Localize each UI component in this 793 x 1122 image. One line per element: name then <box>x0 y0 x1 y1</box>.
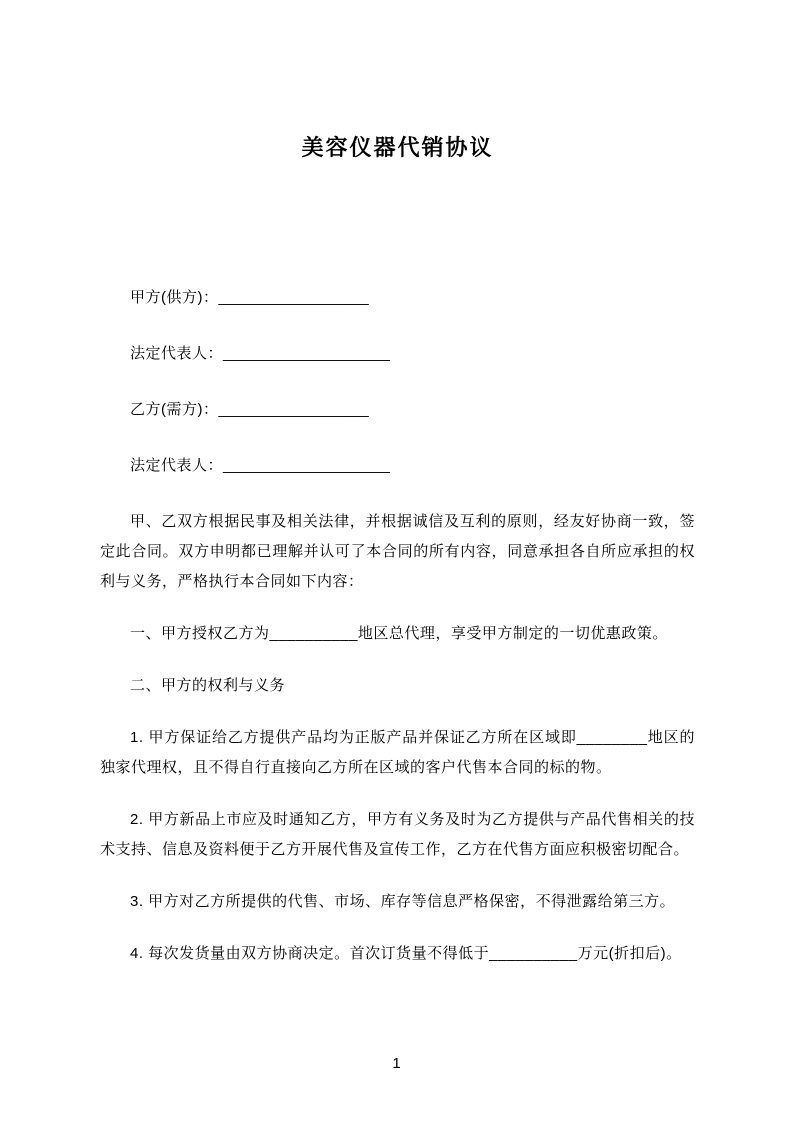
document-title: 美容仪器代销协议 <box>301 135 494 160</box>
paragraph-preamble: 甲、乙双方根据民事及相关法律，并根据诚信及互利的原则，经友好协商一致，签定此合同。双方申明都已理解并认可了本合同的所有内容，同意承担各自所应承担的权利与义务，严格执行本合同如下内容： <box>100 513 695 590</box>
field-party-a-label: 甲方(供方)： <box>130 289 219 306</box>
clause-two-item-4: 4. 每次发货量由双方协商决定。首次订货量不得低于__________万元(折扣后)。 <box>130 945 682 962</box>
field-party-b-representative <box>100 451 695 481</box>
clause-two-item-3: 3. 甲方对乙方所提供的代售、市场、库存等信息严格保密，不得泄露给第三方。 <box>130 893 676 910</box>
field-party-a <box>100 283 695 313</box>
section-two-heading: 二、甲方的权利与义务 <box>130 677 286 694</box>
field-party-a-representative-label: 法定代表人： <box>130 345 224 362</box>
field-party-b-representative-blank: ____________________ <box>223 457 390 474</box>
field-party-a-representative <box>100 339 695 369</box>
field-party-b <box>100 395 695 425</box>
field-party-b-label: 乙方(需方)： <box>130 401 219 418</box>
field-party-a-blank: __________________ <box>218 289 369 306</box>
page-number: 1 <box>392 1055 401 1072</box>
clause-one-authorization: 一、甲方授权乙方为__________地区总代理，享受甲方制定的一切优惠政策。 <box>130 625 668 642</box>
field-party-a-representative-blank: ____________________ <box>223 345 390 362</box>
field-party-b-representative-label: 法定代表人： <box>130 457 224 474</box>
field-party-b-blank: __________________ <box>218 401 369 418</box>
clause-two-item-2: 2. 甲方新品上市应及时通知乙方，甲方有义务及时为乙方提供与产品代售相关的技术支持、信息及资料便于乙方开展代售及宣传工作，乙方在代售方面应积极密切配合。 <box>100 811 695 858</box>
clause-two-item-1: 1. 甲方保证给乙方提供产品均为正版产品并保证乙方所在区域即________地区的独家代理权，且不得自行直接向乙方所在区域的客户代售本合同的标的物。 <box>100 729 695 776</box>
